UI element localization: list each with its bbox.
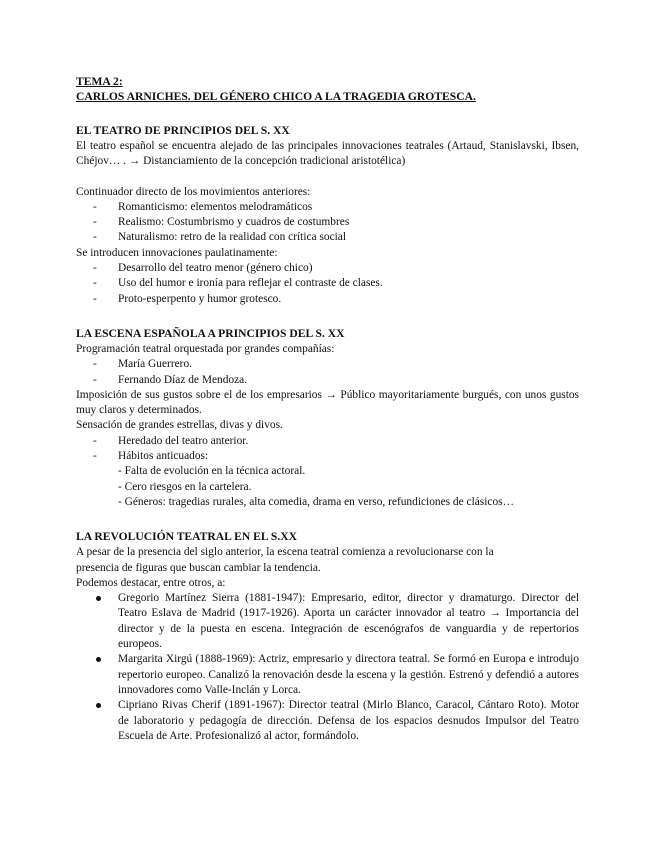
section-heading-teatro: EL TEATRO DE PRINCIPIOS DEL S. XX — [76, 124, 290, 137]
section2-programacion: Programación teatral orquestada por grandes compañías: — [76, 342, 335, 355]
document-title — [76, 74, 579, 104]
list-item: - Falta de evolución en la técnica actoral. — [118, 465, 306, 478]
list-item: - Fernando Díaz de Mendoza. — [93, 373, 248, 386]
section3-destacar: Podemos destacar, entre otros, a: — [76, 576, 226, 589]
list-item: Cipriano Rivas Cherif (1891-1967): Director teatral (Mirlo Blanco, Caracol, Cántaro Roto). Motor de laboratorio y pedagogía de dirección. Defensa de los espacios desnudos Impulsor del Teatro Escuela de Arte. Profesionalizó al actor, formándolo. — [93, 698, 579, 744]
figuras-list — [76, 591, 579, 744]
list-item: - Naturalismo: retro de la realidad con crítica social — [93, 231, 347, 244]
bullet-icon — [96, 596, 101, 601]
list-item: - Proto-esperpento y humor grotesco. — [93, 292, 282, 305]
list-item: - Desarrollo del teatro menor (género chico) — [93, 262, 313, 275]
section-heading-revolucion: LA REVOLUCIÓN TEATRAL EN EL S.XX — [76, 530, 297, 544]
section3-intro-line-2: presencia de figuras que buscan cambiar la tendencia. — [76, 561, 321, 574]
list-item: - Realismo: Costumbrismo y cuadros de costumbres — [93, 216, 350, 229]
list-item: Margarita Xirgú (1888-1969): Actriz, empresario y directora teatral. Se formó en Europa e introdujo repertorio europeo. Canalizó la renovación desde la escena y la gestión. Estrenó y defendió a autores innovadores como Valle-Inclán y Lorca. — [93, 652, 579, 698]
list-item: - Heredado del teatro anterior. — [93, 434, 249, 447]
list-item: - María Guerrero. — [93, 358, 193, 371]
innovaciones-list — [76, 261, 579, 307]
rasgos-list — [76, 434, 579, 465]
habitos-list — [76, 464, 579, 510]
list-item: - Cero riesgos en la cartelera. — [118, 480, 252, 493]
document-page — [76, 74, 579, 744]
movements-list — [76, 200, 579, 246]
bullet-icon — [96, 657, 101, 662]
section3-intro-line-1: A pesar de la presencia del siglo anterior, la escena teatral comienza a revolucionarse con la — [76, 546, 494, 559]
bullet-icon — [96, 703, 101, 708]
section1-continuador: Continuador directo de los movimientos anteriores: — [76, 185, 311, 198]
section2-sensacion: Sensación de grandes estrellas, divas y divos. — [76, 419, 283, 432]
list-item: Gregorio Martínez Sierra (1881-1947): Empresario, editor, director y dramaturgo. Director del Teatro Eslava de Madrid (1917-1926). Aporta un carácter innovador al teatro → Importancia del director y de la puesta en escena. Integración de escenógrafos de vanguardia y de repertorios europeos. — [93, 591, 579, 652]
list-item: - Géneros: tragedias rurales, alta comedia, drama en verso, refundiciones de clásicos… — [118, 495, 514, 508]
companias-list — [76, 357, 579, 388]
section1-innovaciones-intro: Se introducen innovaciones paulatinamente: — [76, 246, 278, 259]
title-line-1: TEMA 2: — [76, 75, 123, 88]
list-item: - Uso del humor e ironía para reflejar el contraste de clases. — [93, 277, 383, 290]
list-item: - Hábitos anticuados: — [93, 450, 209, 463]
section-heading-escena: LA ESCENA ESPAÑOLA A PRINCIPIOS DEL S. XX — [76, 326, 345, 340]
section1-intro: El teatro español se encuentra alejado de las principales innovaciones teatrales (Artaud, Stanislavski, Ibsen, Chéjov… . → Distanciamiento de la concepción tradicional aristotélica) — [76, 140, 579, 168]
list-item: - Romanticismo: elementos melodramáticos — [93, 200, 313, 213]
section2-imposicion: Imposición de sus gustos sobre el de los empresarios → Público mayoritariamente burgués, con unos gustos muy claros y determinados. — [76, 388, 579, 417]
title-line-2: CARLOS ARNICHES. DEL GÉNERO CHICO A LA TRAGEDIA GROTESCA. — [76, 90, 476, 103]
